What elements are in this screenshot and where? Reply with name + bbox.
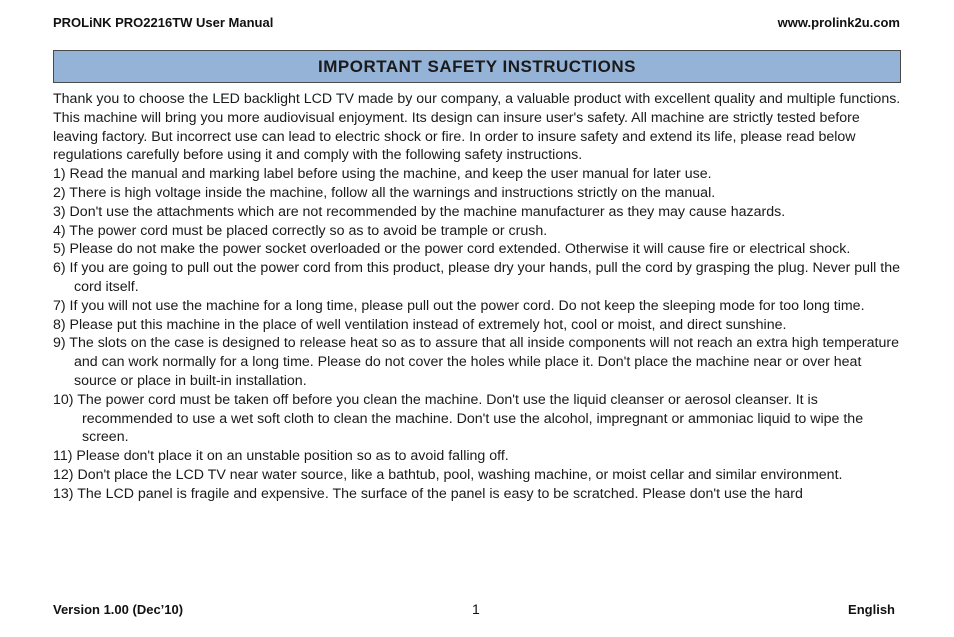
safety-rules-list xyxy=(53,165,901,503)
rule-item: 12) Don't place the LCD TV near water source, like a bathtub, pool, washing machine, or moist cellar and similar environment. xyxy=(53,466,843,483)
version-label: Version 1.00 (Dec’10) xyxy=(53,602,184,617)
rule-item: 7) If you will not use the machine for a long time, please pull out the power cord. Do not keep the sleeping mode for too long time. xyxy=(53,297,865,314)
section-title: IMPORTANT SAFETY INSTRUCTIONS xyxy=(318,56,636,76)
rule-item: 3) Don't use the attachments which are not recommended by the machine manufacturer as they may cause hazards. xyxy=(53,203,786,220)
rule-item: 9) The slots on the case is designed to release heat so as to assure that all inside components will not reach an extra high temperature and can work normally for a long time. Please do not cover the holes while place it. Don't place the machine near or over heat source or place in built-in installation. xyxy=(53,335,899,389)
rule-item: 1) Read the manual and marking label before using the machine, and keep the user manual for later use. xyxy=(53,166,712,183)
rule-item: 8) Please put this machine in the place of well ventilation instead of extremely hot, cool or moist, and direct sunshine. xyxy=(53,316,787,333)
rule-item: 2) There is high voltage inside the machine, follow all the warnings and instructions strictly on the manual. xyxy=(53,184,716,201)
document-body xyxy=(53,90,901,504)
rule-item: 13) The LCD panel is fragile and expensive. The surface of the panel is easy to be scratched. Please don't use the hard xyxy=(53,485,803,502)
rule-item: 4) The power cord must be placed correctly so as to avoid be trample or crush. xyxy=(53,222,548,239)
page-number: 1 xyxy=(472,601,480,617)
manual-title: PROLiNK PRO2216TW User Manual xyxy=(53,15,274,30)
section-title-bar xyxy=(53,50,901,83)
rule-item: 6) If you are going to pull out the power cord from this product, please dry your hands, pull the cord by grasping the plug. Never pull the cord itself. xyxy=(53,260,901,295)
rule-item: 5) Please do not make the power socket overloaded or the power cord extended. Otherwise it will cause fire or electrical shock. xyxy=(53,241,851,258)
language-label: English xyxy=(848,602,895,617)
rule-item: 11) Please don't place it on an unstable position so as to avoid falling off. xyxy=(53,448,509,465)
rule-item: 10) The power cord must be taken off before you clean the machine. Don't use the liquid cleanser or aerosol cleanser. It is recommended to use a wet soft cloth to clean the machine. Don't use the alcohol, impregnant or ammoniac liquid to wipe the screen. xyxy=(53,391,864,446)
intro-paragraph: Thank you to choose the LED backlight LCD TV made by our company, a valuable product with excellent quality and multiple functions. This machine will bring you more audiovisual enjoyment. Its design can insure user's safety. All machine are strictly tested before leaving factory. But incorrect use can lead to electric shock or fire. In order to insure safety and extend its life, please read below regulations carefully before using it and comply with the following safety instructions. xyxy=(53,91,901,164)
website-link[interactable]: www.prolink2u.com xyxy=(777,15,900,30)
